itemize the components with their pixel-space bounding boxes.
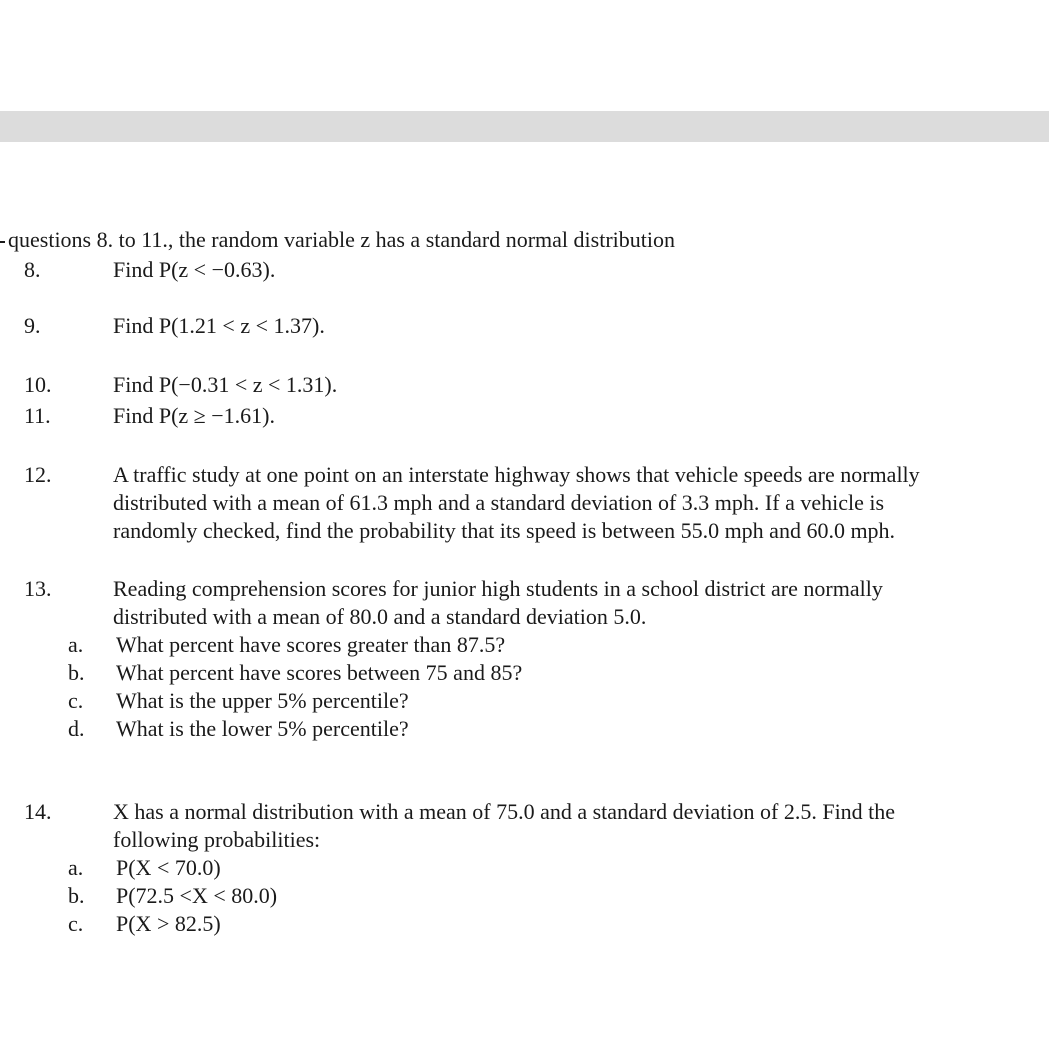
question-12-line-3: randomly checked, find the probability that its speed is between 55.0 mph and 60.0 mph.: [113, 518, 896, 543]
intro-text: questions 8. to 11., the random variable z has a standard normal distribution: [8, 227, 675, 252]
question-9-number: 9.: [24, 313, 41, 338]
question-13c-text: What is the upper 5% percentile?: [116, 688, 409, 713]
question-8-number: 8.: [24, 257, 41, 282]
question-14a-letter: a.: [68, 855, 84, 880]
question-13-line-2: distributed with a mean of 80.0 and a standard deviation 5.0.: [113, 604, 647, 629]
question-13d-text: What is the lower 5% percentile?: [116, 716, 409, 741]
question-14b-letter: b.: [68, 883, 85, 908]
question-14-line-1: X has a normal distribution with a mean of 75.0 and a standard deviation of 2.5. Find the: [113, 799, 896, 824]
question-14a-text: P(X < 70.0): [116, 855, 221, 880]
question-9-text: Find P(1.21 < z < 1.37).: [113, 313, 325, 338]
question-13d-letter: d.: [68, 716, 85, 741]
question-11-text: Find P(z ≥ −1.61).: [113, 403, 275, 428]
question-10-text: Find P(−0.31 < z < 1.31).: [113, 372, 338, 397]
question-11-number: 11.: [24, 403, 51, 428]
question-13b-text: What percent have scores between 75 and 85?: [116, 660, 523, 685]
question-12-line-1: A traffic study at one point on an interstate highway shows that vehicle speeds are normally: [113, 462, 920, 487]
question-14c-letter: c.: [68, 911, 84, 936]
question-14b-text: P(72.5 <X < 80.0): [116, 883, 278, 908]
cropped-letter-mark: [0, 241, 5, 243]
question-14-line-2: following probabilities:: [113, 827, 321, 852]
question-13a-letter: a.: [68, 632, 84, 657]
question-13-number: 13.: [24, 576, 52, 601]
question-8-text: Find P(z < −0.63).: [113, 257, 276, 282]
question-14-number: 14.: [24, 799, 52, 824]
question-13b-letter: b.: [68, 660, 85, 685]
question-12-number: 12.: [24, 462, 52, 487]
question-10-number: 10.: [24, 372, 52, 397]
question-13c-letter: c.: [68, 688, 84, 713]
question-14c-text: P(X > 82.5): [116, 911, 221, 936]
intro-line: [0, 226, 675, 254]
question-13-line-1: Reading comprehension scores for junior high students in a school district are normally: [113, 576, 883, 601]
question-13a-text: What percent have scores greater than 87.5?: [116, 632, 506, 657]
question-12-line-2: distributed with a mean of 61.3 mph and a standard deviation of 3.3 mph. If a vehicle is: [113, 490, 885, 515]
